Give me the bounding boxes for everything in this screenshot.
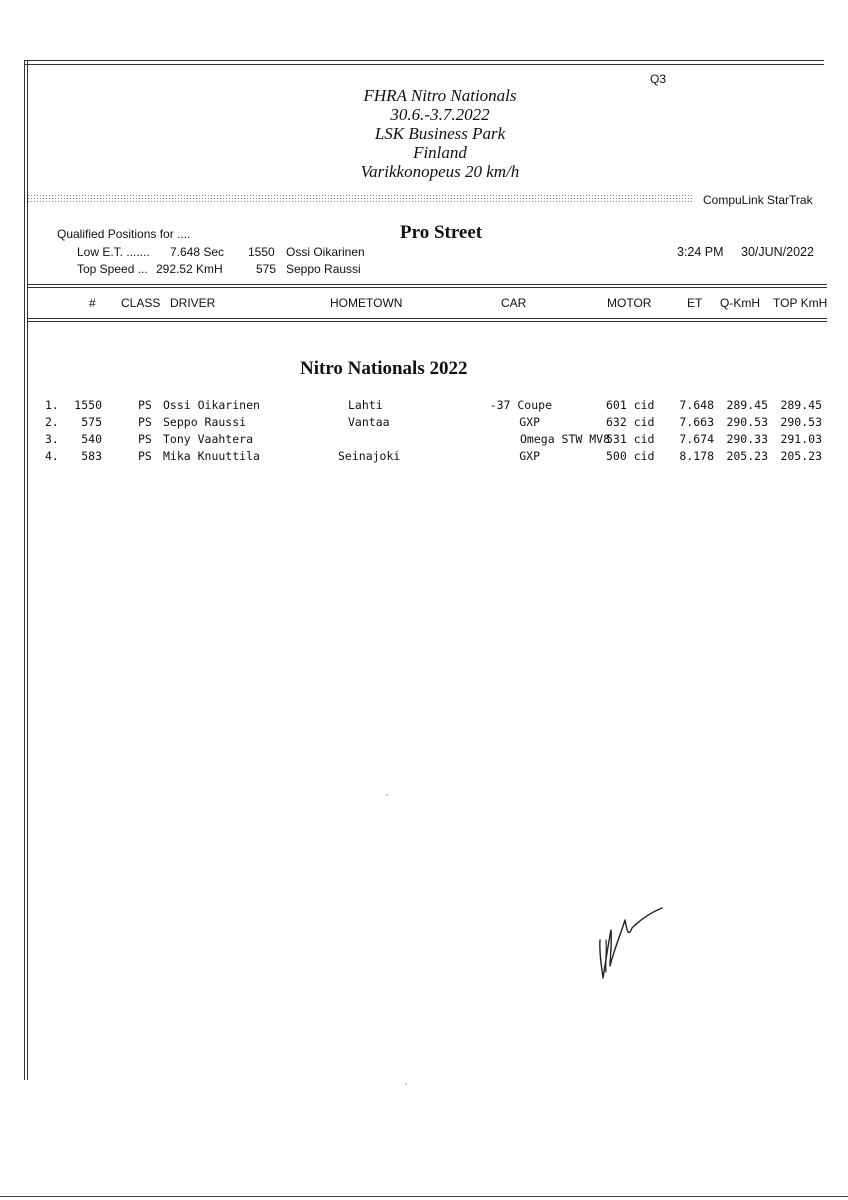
- frame-left-line-inner: [27, 60, 28, 1080]
- row-number: 583: [81, 449, 102, 463]
- row-position: 2.: [45, 415, 59, 429]
- row-driver: Seppo Raussi: [163, 415, 247, 429]
- low-et-number: 1550: [248, 245, 275, 259]
- frame-top-line-inner: [24, 64, 824, 65]
- row-q-kmh: 205.23: [726, 449, 768, 463]
- low-et-driver: Ossi Oikarinen: [286, 245, 365, 259]
- row-hometown: Vantaa: [348, 415, 390, 429]
- low-et-label: Low E.T. .......: [77, 245, 150, 259]
- row-number: 540: [81, 432, 102, 446]
- handwritten-signature: [590, 900, 670, 985]
- row-top-kmh: 205.23: [780, 449, 822, 463]
- row-q-kmh: 289.45: [726, 398, 768, 412]
- row-driver: Tony Vaahtera: [163, 432, 254, 446]
- col-car: CAR: [501, 296, 527, 310]
- header-rule-bottom: [27, 318, 827, 319]
- row-car: Omega STW MV8: [520, 432, 611, 446]
- event-title: FHRA Nitro Nationals: [363, 86, 517, 105]
- event-venue: LSK Business Park: [374, 124, 506, 143]
- row-et: 7.648: [679, 398, 714, 412]
- row-et: 8.178: [679, 449, 714, 463]
- page-bottom-line: [0, 1196, 848, 1197]
- row-hometown: Seinajoki: [338, 449, 401, 463]
- results-table: [0, 398, 848, 478]
- header-rule-top-2: [27, 287, 827, 288]
- section-title: Nitro Nationals 2022: [300, 358, 468, 379]
- qualified-label: Qualified Positions for ....: [57, 227, 191, 241]
- dotted-band: [27, 194, 692, 204]
- software-label: CompuLink StarTrak: [703, 193, 813, 207]
- col-class: CLASS: [121, 296, 161, 310]
- row-q-kmh: 290.33: [726, 432, 768, 446]
- row-car: GXP: [519, 449, 540, 463]
- row-position: 1.: [45, 398, 59, 412]
- row-driver: Ossi Oikarinen: [163, 398, 260, 412]
- table-row: [0, 432, 848, 449]
- speck: [405, 1083, 407, 1085]
- row-motor: 632 cid: [606, 415, 655, 429]
- frame-left-line: [24, 60, 25, 1080]
- col-topkmh: TOP KmH: [773, 296, 828, 310]
- col-motor: MOTOR: [607, 296, 652, 310]
- row-class: PS: [138, 432, 152, 446]
- col-num: #: [89, 296, 96, 310]
- page-code: Q3: [650, 72, 667, 86]
- row-driver: Mika Knuuttila: [163, 449, 260, 463]
- row-class: PS: [138, 398, 152, 412]
- col-et: ET: [687, 296, 703, 310]
- row-top-kmh: 289.45: [780, 398, 822, 412]
- row-class: PS: [138, 415, 152, 429]
- row-motor: 531 cid: [606, 432, 655, 446]
- row-hometown: Lahti: [348, 398, 383, 412]
- row-top-kmh: 290.53: [780, 415, 822, 429]
- table-row: [0, 398, 848, 415]
- row-position: 4.: [45, 449, 59, 463]
- col-qkmh: Q-KmH: [720, 296, 760, 310]
- row-number: 1550: [74, 398, 102, 412]
- speck: [386, 794, 388, 796]
- row-position: 3.: [45, 432, 59, 446]
- row-car: GXP: [519, 415, 540, 429]
- frame-top-line: [24, 60, 824, 61]
- class-title: Pro Street: [400, 222, 483, 243]
- row-motor: 601 cid: [606, 398, 655, 412]
- row-et: 7.663: [679, 415, 714, 429]
- header-rule-bottom-2: [27, 321, 827, 322]
- event-country: Finland: [413, 143, 467, 162]
- row-motor: 500 cid: [606, 449, 655, 463]
- pit-speed: Varikkonopeus 20 km/h: [360, 162, 520, 181]
- table-row: [0, 449, 848, 466]
- row-car: -37 Coupe: [489, 398, 552, 412]
- report-date: 30/JUN/2022: [741, 245, 814, 259]
- row-top-kmh: 291.03: [780, 432, 822, 446]
- top-speed-number: 575: [256, 262, 277, 276]
- row-number: 575: [81, 415, 102, 429]
- header-rule-top: [27, 284, 827, 285]
- top-speed-label: Top Speed ...: [77, 262, 148, 276]
- row-class: PS: [138, 449, 152, 463]
- col-hometown: HOMETOWN: [330, 296, 403, 310]
- report-time: 3:24 PM: [677, 245, 724, 259]
- row-q-kmh: 290.53: [726, 415, 768, 429]
- column-headers: [0, 296, 848, 312]
- top-speed-driver: Seppo Raussi: [286, 262, 361, 276]
- event-header: [340, 86, 540, 181]
- low-et-value: 7.648 Sec: [170, 245, 225, 259]
- row-et: 7.674: [679, 432, 714, 446]
- col-driver: DRIVER: [170, 296, 216, 310]
- table-row: [0, 415, 848, 432]
- top-speed-value: 292.52 KmH: [156, 262, 223, 276]
- event-dates: 30.6.-3.7.2022: [390, 105, 490, 124]
